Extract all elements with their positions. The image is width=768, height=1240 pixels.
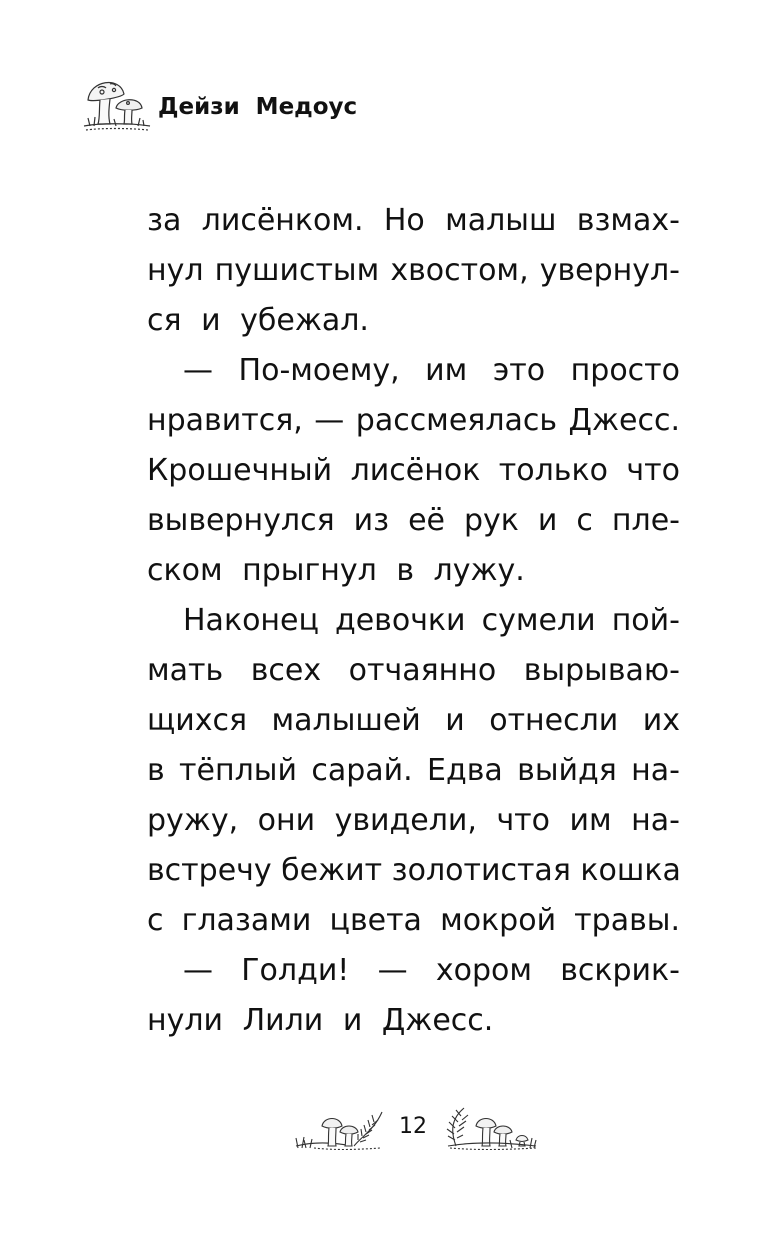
text-line: с глазами цвета мокрой травы.: [147, 903, 680, 938]
text-line: — По-моему, им это просто: [183, 353, 680, 388]
text-line: в тёплый сарай. Едва выйдя на-: [147, 753, 680, 788]
mushroom-illustration-icon: [80, 70, 154, 136]
text-line: нул пушистым хвостом, увернул-: [147, 253, 680, 288]
text-line: щихся малышей и отнесли их: [147, 703, 680, 738]
running-header: [80, 70, 357, 136]
text-line: Наконец девочки сумели пой-: [183, 603, 680, 638]
text-line: ском прыгнул в лужу.: [147, 553, 525, 588]
text-line: за лисёнком. Но малыш взмах-: [147, 203, 680, 238]
text-line: вывернулся из её рук и с пле-: [147, 503, 680, 538]
text-line: мать всех отчаянно вырываю-: [147, 653, 680, 688]
mushroom-fern-ornament-icon: [442, 1100, 540, 1156]
author-name: Дейзи Медоус: [158, 94, 358, 120]
text-line: Крошечный лисёнок только что: [147, 453, 680, 488]
page-footer: [0, 1100, 768, 1156]
text-line: — Голди! — хором вскрик-: [183, 953, 680, 988]
text-line: нравится, — рассмеялась Джесс.: [147, 403, 680, 438]
text-line: ся и убежал.: [147, 303, 369, 338]
page-body-text: [147, 196, 680, 1046]
mushroom-fern-ornament-icon: [292, 1100, 384, 1156]
page-number: 12: [399, 1114, 427, 1139]
text-line: нули Лили и Джесс.: [147, 1003, 494, 1038]
text-line: встречу бежит золотистая кошка: [147, 853, 681, 888]
text-line: ружу, они увидели, что им на-: [147, 803, 680, 838]
